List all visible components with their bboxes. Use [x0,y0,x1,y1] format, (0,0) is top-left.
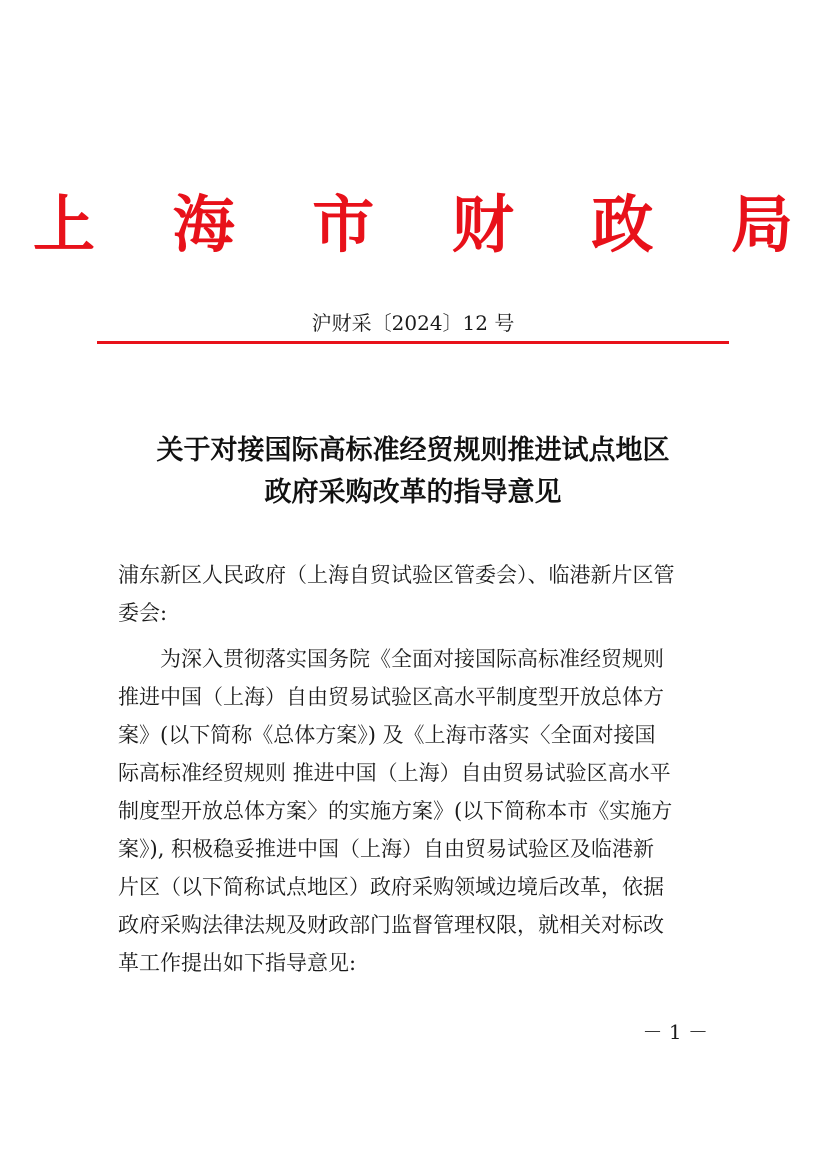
paragraph-line: 案》), 积极稳妥推进中国（上海）自由贸易试验区及临港新 [118,837,655,861]
paragraph-line: 为深入贯彻落实国务院《全面对接国际高标准经贸规则 [160,647,664,671]
addressee-line: 浦东新区人民政府（上海自贸试验区管委会）、临港新片区管 [118,563,675,587]
paragraph-line: 政府采购法律法规及财政部门监督管理权限，就相关对标改 [118,913,664,937]
document-number: 沪财采〔2024〕12 号 [311,311,515,335]
paragraph-line: 推进中国（上海）自由贸易试验区高水平制度型开放总体方 [118,685,664,709]
paragraph-line: 案》(以下简称《总体方案》) 及《上海市落实〈全面对接国 [118,723,656,747]
document-title [60,430,766,514]
document-body [118,556,712,982]
paragraph-line: 革工作提出如下指导意见: [118,951,357,975]
paragraph-line: 制度型开放总体方案〉的实施方案》(以下简称本市《实施方 [118,799,673,823]
addressee-line: 委会: [118,601,168,625]
paragraph-gap [118,632,712,640]
document-title-line: 政府采购改革的指导意见 [264,477,562,508]
document-title-line: 关于对接国际高标准经贸规则推进试点地区 [156,435,670,466]
paragraph-line: 片区（以下简称试点地区）政府采购领域边境后改革，依据 [118,875,664,899]
page-number: － 1 － [642,1020,708,1044]
red-header-divider [97,341,729,344]
issuing-authority-title: 上 海 市 财 政 局 [33,188,821,261]
paragraph-line: 际高标准经贸规则 推进中国（上海）自由贸易试验区高水平 [118,761,671,785]
